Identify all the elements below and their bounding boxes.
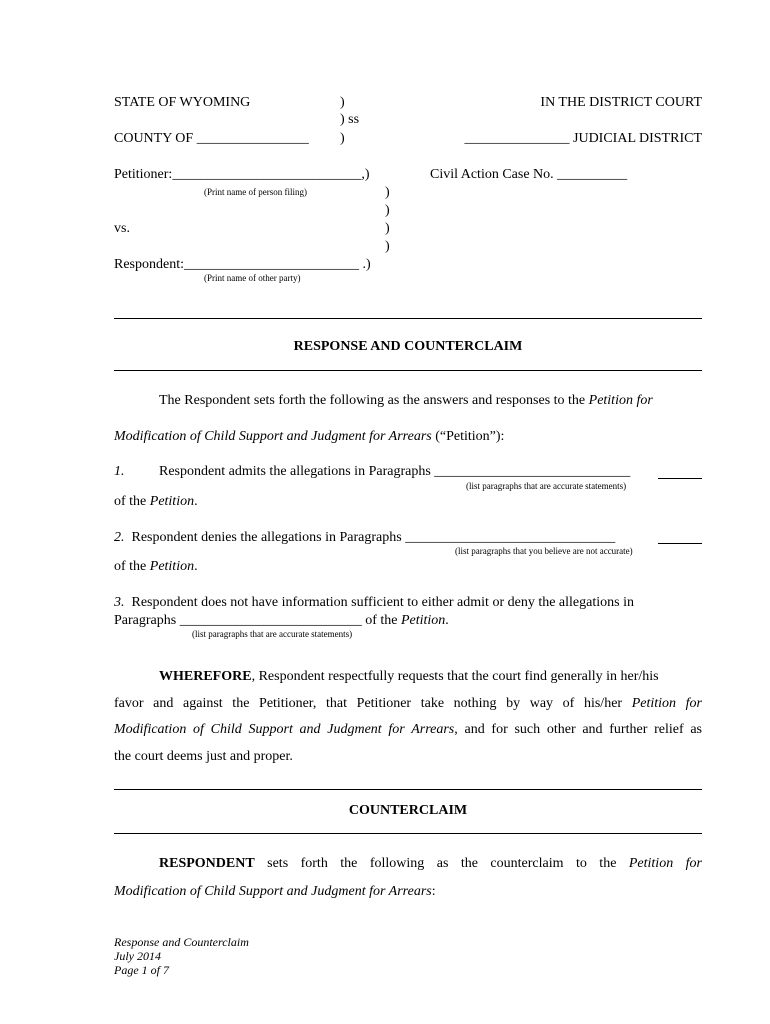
respondent-line: Respondent:_________________________ .) — [114, 257, 371, 272]
item-1-underline — [658, 478, 702, 479]
wherefore-line-3: Modification of Child Support and Judgment for Arrears, and for such other and further relief as — [114, 722, 702, 737]
caption-paren: ) — [385, 239, 390, 254]
item-3-hint: (list paragraphs that are accurate statements) — [192, 629, 353, 639]
caption-paren: ) — [340, 95, 345, 110]
court-label: IN THE DISTRICT COURT — [540, 95, 702, 110]
petitioner-line: Petitioner:___________________________,) — [114, 167, 370, 182]
state-label: STATE OF WYOMING — [114, 95, 251, 110]
intro-line-2: Modification of Child Support and Judgment for Arrears (“Petition”): — [114, 429, 505, 444]
document-title: RESPONSE AND COUNTERCLAIM — [293, 339, 523, 354]
wherefore-line-2: favor and against the Petitioner, that Petitioner take nothing by way of his/her Petition for — [114, 696, 702, 711]
vs-label: vs. — [114, 221, 130, 236]
item-2-underline — [658, 543, 702, 544]
county-label: COUNTY OF ________________ — [114, 131, 309, 146]
counterclaim-line-1: RESPONDENT sets forth the following as the counterclaim to the Petition for — [159, 856, 702, 871]
item-1-of-petition: of the Petition. — [114, 494, 198, 509]
item-2-hint: (list paragraphs that you believe are not accurate) — [455, 546, 633, 556]
footer-title: Response and Counterclaim — [114, 935, 249, 949]
caption-paren: ) — [385, 185, 390, 200]
respondent-hint: (Print name of other party) — [204, 273, 301, 283]
civil-action-case-no: Civil Action Case No. __________ — [430, 167, 628, 182]
divider — [114, 833, 702, 834]
caption-paren-ss: ) ss — [340, 112, 360, 127]
intro-line-1: The Respondent sets forth the following as the answers and responses to the Petition for — [159, 393, 653, 408]
wherefore-line-1: WHEREFORE, Respondent respectfully requests that the court find generally in her/his — [159, 669, 659, 684]
item-1-hint: (list paragraphs that are accurate statements) — [466, 481, 627, 491]
item-1-number: 1. — [114, 464, 125, 479]
judicial-district-label: _______________ JUDICIAL DISTRICT — [464, 131, 702, 146]
item-3-line-2: Paragraphs __________________________ of the Petition. — [114, 613, 449, 628]
item-1-text: Respondent admits the allegations in Paragraphs ____________________________ — [159, 464, 631, 479]
caption-paren: ) — [385, 221, 390, 236]
wherefore-line-4: the court deems just and proper. — [114, 749, 293, 764]
caption-paren: ) — [385, 203, 390, 218]
counterclaim-title: COUNTERCLAIM — [348, 803, 468, 818]
item-3-line-1: 3. Respondent does not have information sufficient to either admit or deny the allegations in — [114, 595, 634, 610]
divider — [114, 318, 702, 319]
divider — [114, 789, 702, 790]
counterclaim-line-2: Modification of Child Support and Judgment for Arrears: — [114, 884, 436, 899]
footer-page-number: Page 1 of 7 — [114, 963, 169, 977]
divider — [114, 370, 702, 371]
footer-date: July 2014 — [114, 949, 161, 963]
caption-paren: ) — [340, 131, 345, 146]
item-2-of-petition: of the Petition. — [114, 559, 198, 574]
petitioner-hint: (Print name of person filing) — [204, 187, 307, 197]
item-2-line: 2. Respondent denies the allegations in Paragraphs ______________________________ — [114, 530, 616, 545]
